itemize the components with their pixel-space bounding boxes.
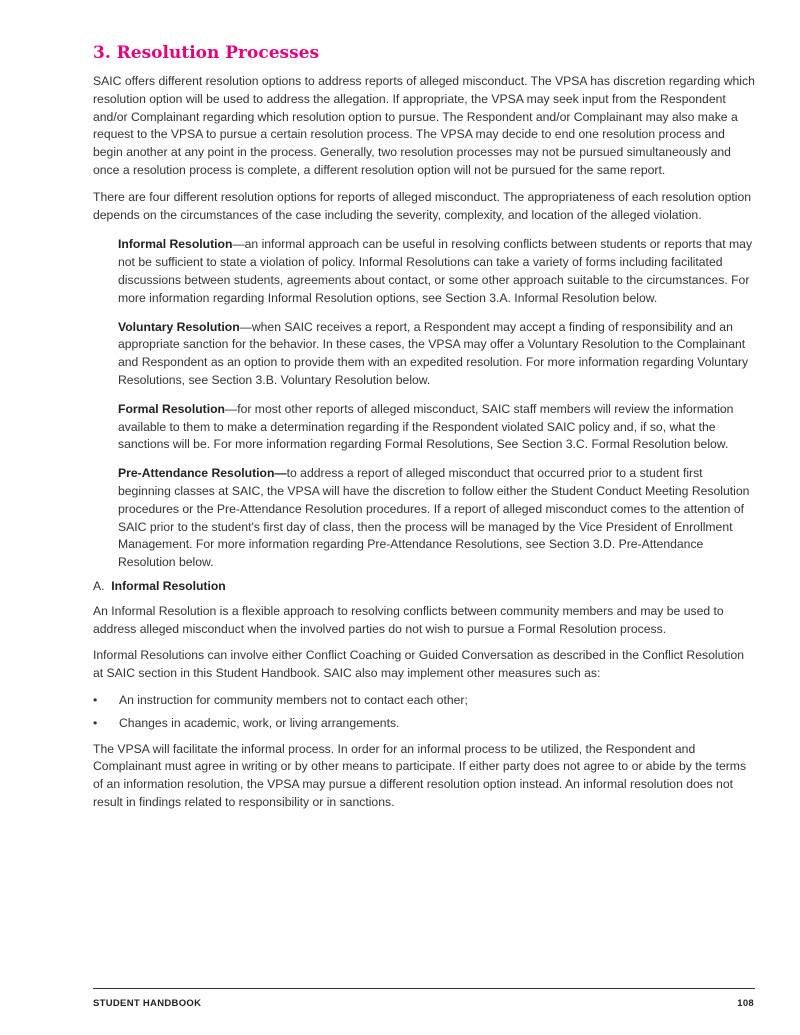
- bullet-text: An instruction for community members not to contact each other;: [119, 692, 468, 707]
- footer-divider: [93, 988, 755, 989]
- bullet-item: [93, 692, 755, 710]
- intro-paragraph: SAIC offers different resolution options to address reports of alleged misconduct. The VPSA has discretion regarding which resolution option will be used to address the allegation. If appropriate, the VPSA may seek input from the Respondent and/or Complainant regarding which resolution option to pursue. The Respondent and/or Complainant may also make a request to the VPSA to pursue a certain resolution process. The VPSA may decide to end one resolution process and begin another at any point in the process. Generally, two resolution processes may not be pursued simultaneously and once a resolution process is complete, a different resolution option will not be pursued for the same report.: [93, 74, 755, 177]
- paragraph: Informal Resolutions can involve either Conflict Coaching or Guided Conversation as described in the Conflict Resolution at SAIC section in this Student Handbook. SAIC also may implement other measures such as:: [93, 648, 745, 681]
- option-text: —when SAIC receives a report, a Respondent may accept a finding of responsibility and an appropriate sanction for the behavior. In these cases, the VPSA may offer a Voluntary Resolution to the Complainant and Respondent as an option to provide them with an expedited resolution. For more information regarding Voluntary Resolutions, see Section 3.B. Voluntary Resolution below.: [118, 319, 749, 387]
- option-term: Pre-Attendance Resolution—: [118, 466, 287, 481]
- paragraph: The VPSA will facilitate the informal process. In order for an informal process to be utilized, the Respondent and Complainant must agree in writing or by other means to participate. If either party does not agree to or abide by the terms of an information resolution, the VPSA may pursue a different resolution option instead. An informal resolution does not result in findings related to responsibility or in sanctions.: [93, 741, 747, 809]
- option-pre-attendance: [118, 465, 755, 572]
- option-voluntary: [118, 319, 755, 390]
- page-content: [93, 42, 755, 821]
- option-text: to address a report of alleged misconduct that occurred prior to a student first beginning classes at SAIC, the VPSA will have the discretion to follow either the Student Conduct Meeting Resolution procedures or the Pre-Attendance Resolution procedures. If a report of alleged misconduct comes to the attention of SAIC prior to the student's first day of class, then the process will be managed by the Vice President of Enrollment Management. For more information regarding Pre-Attendance Resolutions, see Section 3.D. Pre-Attendance Resolution below.: [118, 466, 750, 570]
- option-text: —for most other reports of alleged misconduct, SAIC staff members will review the information available to them to make a determination regarding if the Respondent violated SAIC policy and, if so, what the sanctions will be. For more information regarding Formal Resolutions, See Section 3.C. Formal Resolution below.: [118, 401, 734, 452]
- bullet-icon: •: [93, 692, 98, 707]
- option-term: Formal Resolution: [118, 401, 225, 416]
- bullet-icon: •: [93, 715, 98, 730]
- subsection-heading: [93, 578, 755, 596]
- option-term: Informal Resolution: [118, 237, 233, 252]
- option-informal: [118, 236, 755, 307]
- page-number: 108: [737, 998, 754, 1009]
- bullet-text: Changes in academic, work, or living arrangements.: [119, 715, 400, 730]
- option-formal: [118, 401, 755, 454]
- intro-paragraph: There are four different resolution options for reports of alleged misconduct. The appropriateness of each resolution option depends on the circumstances of the case including the severity, complexity, and location of the alleged violation.: [93, 189, 752, 222]
- bullet-item: [93, 715, 755, 733]
- footer-title: STUDENT HANDBOOK: [93, 998, 202, 1009]
- option-text: —an informal approach can be useful in resolving conflicts between students or reports that may not be sufficient to state a violation of policy. Informal Resolutions can take a variety of forms including facilitated discussions between students, agreements about contact, or some other approach suitable to the circumstances. For more information regarding Informal Resolution options, see Section 3.A. Informal Resolution below.: [118, 237, 753, 305]
- section-heading: 3. Resolution Processes: [93, 43, 320, 63]
- paragraph: An Informal Resolution is a flexible approach to resolving conflicts between community members and may be used to address alleged misconduct when the involved parties do not wish to pursue a Formal Resolution process.: [93, 603, 724, 636]
- subsection-title: Informal Resolution: [111, 578, 226, 593]
- option-term: Voluntary Resolution: [118, 319, 240, 334]
- subsection-letter: A.: [93, 578, 105, 593]
